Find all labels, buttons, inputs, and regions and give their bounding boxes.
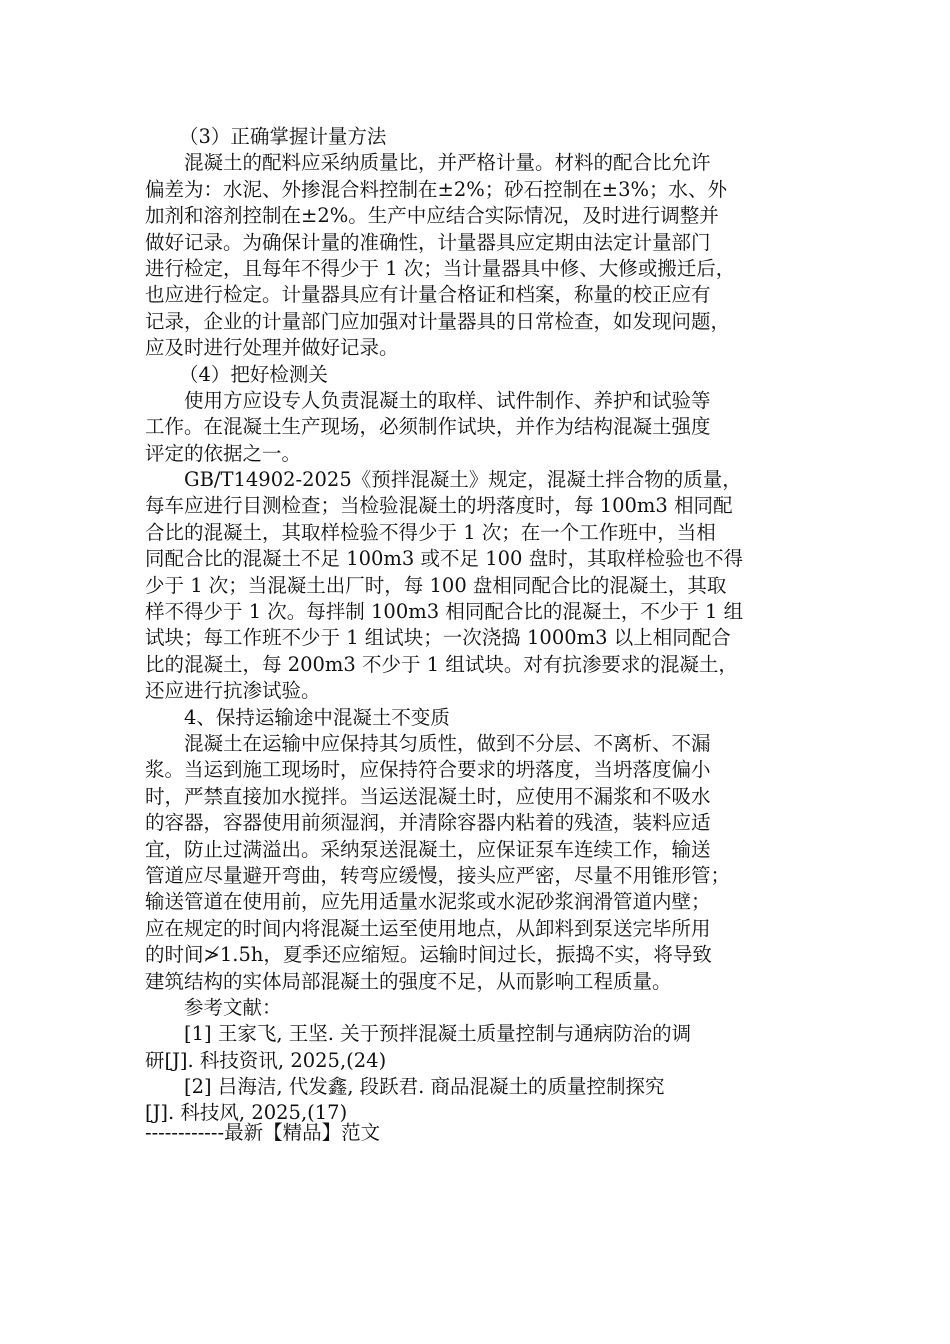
text-line: 比的混凝土，每 200m3 不少于 1 组试块。对有抗渗要求的混凝土， <box>145 652 738 676</box>
text-line: 同配合比的混凝土不足 100m3 或不足 100 盘时，其取样检验也不得 <box>145 547 744 571</box>
text-line: 也应进行检定。计量器具应有计量合格证和档案，称量的校正应有 <box>145 283 711 307</box>
text-line: 的容器，容器使用前须湿润，并清除容器内粘着的残渣，装料应适 <box>145 811 711 835</box>
text-line: 使用方应设专人负责混凝土的取样、试件制作、养护和试验等 <box>184 388 711 412</box>
text-line: 宜，防止过满溢出。采纳泵送混凝土，应保证泵车连续工作，输送 <box>145 837 711 861</box>
text-line: [J]. 科技风, 2025,(17) <box>145 1101 348 1125</box>
text-line: 还应进行抗渗试验。 <box>145 679 321 703</box>
text-line: 混凝土在运输中应保持其匀质性，做到不分层、不离析、不漏 <box>184 731 711 755</box>
section-heading: （4）把好检测关 <box>179 362 328 386</box>
text-line: GB/T14902-2025《预拌混凝土》规定，混凝土拌合物的质量， <box>184 468 742 492</box>
text-line: 试块；每工作班不少于 1 组试块；一次浇捣 1000m3 以上相同配合 <box>145 626 731 650</box>
text-line: 4、保持运输途中混凝土不变质 <box>184 705 450 729</box>
text-line: 的时间≯1.5h，夏季还应缩短。运输时间过长，振捣不实，将导致 <box>145 943 712 967</box>
text-line: 少于 1 次；当混凝土出厂时，每 100 盘相同配合比的混凝土，其取 <box>145 573 727 597</box>
document-body <box>145 124 805 1127</box>
text-line: 混凝土的配料应采纳质量比，并严格计量。材料的配合比允许 <box>184 151 711 175</box>
text-line: 做好记录。为确保计量的准确性，计量器具应定期由法定计量部门 <box>145 230 711 254</box>
text-line: 研[J]. 科技资讯, 2025,(24) <box>145 1048 387 1072</box>
text-line: 每车应进行目测检查；当检验混凝土的坍落度时，每 100m3 相同配 <box>145 494 733 518</box>
text-line: 偏差为：水泥、外掺混合料控制在±2%；砂石控制在±3%；水、外 <box>145 177 728 201</box>
text-line: 合比的混凝土，其取样检验不得少于 1 次；在一个工作班中，当相 <box>145 520 716 544</box>
text-line: 输送管道在使用前，应先用适量水泥浆或水泥砂浆润滑管道内壁； <box>145 890 711 914</box>
text-line: 样不得少于 1 次。每拌制 100m3 相同配合比的混凝土，不少于 1 组 <box>145 600 744 624</box>
text-line: [2] 吕海洁, 代发鑫, 段跃君. 商品混凝土的质量控制探究 <box>184 1075 665 1099</box>
text-line: 加剂和溶剂控制在±2%。生产中应结合实际情况，及时进行调整并 <box>145 204 719 228</box>
text-line: 时，严禁直接加水搅拌。当运送混凝土时，应使用不漏浆和不吸水 <box>145 784 711 808</box>
text-line: 进行检定，且每年不得少于 1 次；当计量器具中修、大修或搬迁后， <box>145 256 736 280</box>
text-line: 建筑结构的实体局部混凝土的强度不足，从而影响工程质量。 <box>145 969 672 993</box>
text-line: [1] 王家飞, 王坚. 关于预拌混凝土质量控制与通病防治的调 <box>184 1022 692 1046</box>
section-heading: （3）正确掌握计量方法 <box>179 125 387 148</box>
text-line: 评定的依据之一。 <box>145 441 302 465</box>
text-line: 应在规定的时间内将混凝土运至使用地点，从卸料到泵送完毕所用 <box>145 916 711 940</box>
text-line: 管道应尽量避开弯曲，转弯应缓慢，接头应严密，尽量不用锥形管； <box>145 863 731 887</box>
text-line: 参考文献： <box>184 995 282 1019</box>
text-line: 浆。当运到施工现场时，应保持符合要求的坍落度，当坍落度偏小 <box>145 758 711 782</box>
text-line: 应及时进行处理并做好记录。 <box>145 336 399 360</box>
text-line: 记录，企业的计量部门应加强对计量器具的日常检查，如发现问题， <box>145 309 731 333</box>
footer-text: ------------最新【精品】范文 <box>145 1121 381 1144</box>
text-line: 工作。在混凝土生产现场，必须制作试块，并作为结构混凝土强度 <box>145 415 711 439</box>
